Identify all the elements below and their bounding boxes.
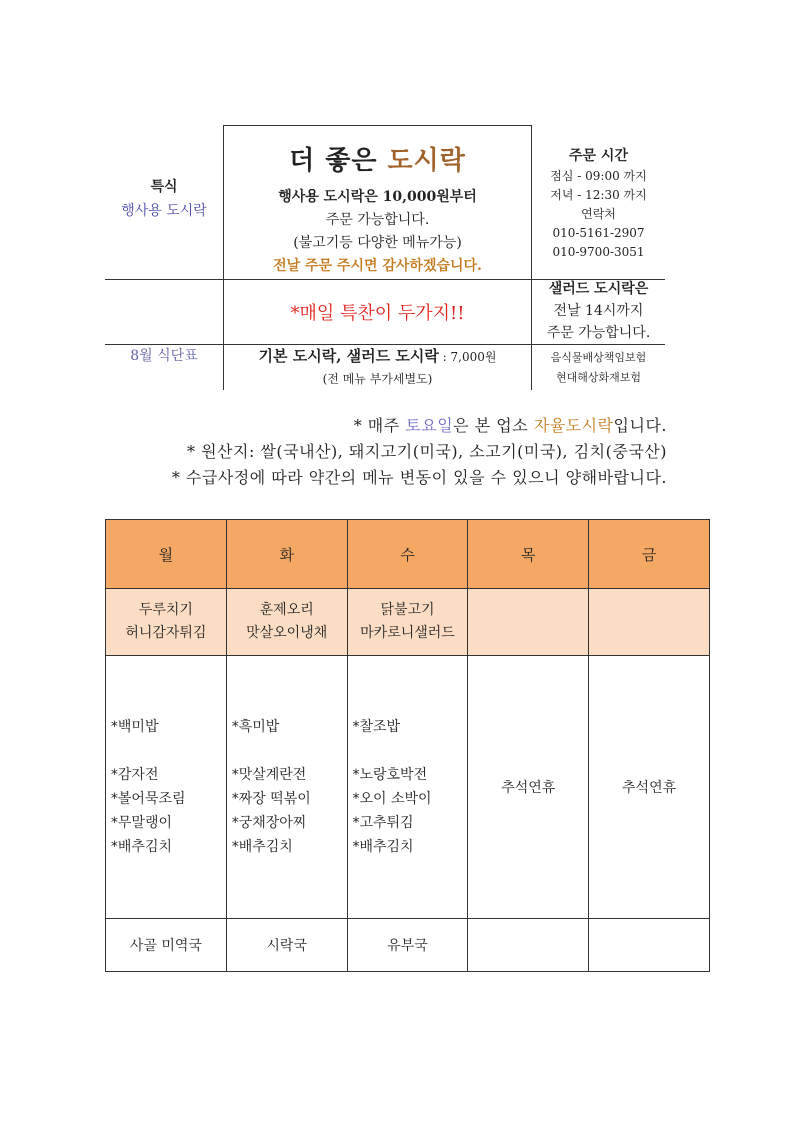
day-header-wed: 수 [347,520,468,589]
dish-item: *배추김치 [352,839,414,855]
event-info [224,186,531,278]
dish-item [352,739,462,763]
order-time-block [532,145,665,262]
event-line-1: 행사용 도시락은 10,000원부터 [278,189,477,205]
note-1-mid: 은 본 업소 [453,416,534,435]
dish-item: *백미밥 [110,719,159,735]
header-top-rule [224,125,532,126]
insurance-note [532,348,665,388]
note-1-saturday: 토요일 [405,416,454,435]
brand-main: 더 좋은 [289,146,378,176]
note-1-post: 입니다. [613,416,667,435]
salad-note [532,278,665,344]
phone-1: 010-5161-2907 [552,226,645,240]
order-time-dinner: 저녁 - 12:30 까지 [550,188,647,202]
salad-note-3: 주문 가능합니다. [546,325,651,341]
special-tue-1: 훈제오리 [259,602,314,618]
dishes-wed [347,656,468,919]
dish-item: *맛살계란전 [231,767,307,783]
special-mon-2: 허니감자튀김 [125,625,207,641]
table-row-soups [106,919,710,972]
price-line [224,345,531,368]
dish-item: *볼어묵조림 [110,791,186,807]
weekly-menu-table [105,519,710,972]
vat-note: (전 메뉴 부가세별도) [322,372,433,386]
thanks-line: 전날 주문 주시면 감사하겠습니다. [273,258,482,274]
holiday-fri: 추석연휴 [589,656,710,919]
month-label: 8월 식단표 [130,348,198,364]
special-wed [347,589,468,656]
brand-title [224,140,531,177]
special-fri [589,589,710,656]
insurance-line-1: 음식물배상책임보험 [550,351,647,364]
soup-fri [589,919,710,972]
note-saturday [172,413,667,439]
dish-item: *노랑호박전 [352,767,428,783]
dish-item: *감자전 [110,767,159,783]
soup-mon: 사골 미역국 [106,919,227,972]
dish-item: *배추김치 [231,839,293,855]
daily-special-note: *매일 특찬이 두가지!! [290,303,465,324]
event-line-2: 주문 가능합니다. [325,212,430,228]
salad-note-1: 샐러드 도시락은 [548,281,649,297]
order-time-title: 주문 시간 [569,148,628,164]
soup-wed: 유부국 [347,919,468,972]
day-header-fri: 금 [589,520,710,589]
table-row-dishes [106,656,710,919]
special-tue [226,589,347,656]
phone-2: 010-9700-3051 [552,245,645,259]
special-wed-1: 닭불고기 [380,602,435,618]
dish-item: *무말랭이 [110,815,172,831]
note-supply: * 수급사정에 따라 약간의 메뉴 변동이 있을 수 있으니 양해바랍니다. [171,468,667,487]
dish-item: *흑미밥 [231,719,280,735]
note-origin: * 원산지: 쌀(국내산), 돼지고기(미국), 소고기(미국), 김치(중국산) [186,442,667,461]
dish-item: *짜장 떡볶이 [231,791,311,807]
special-title: 특식 [150,179,178,195]
day-header-thu: 목 [468,520,589,589]
special-thu [468,589,589,656]
notes-block [172,413,667,491]
dishes-tue [226,656,347,919]
holiday-thu: 추석연휴 [468,656,589,919]
brand-accent: 도시락 [387,146,466,176]
day-header-mon: 월 [106,520,227,589]
special-label-block [105,176,223,224]
soup-tue: 시락국 [226,919,347,972]
event-line-3: (불고기등 다양한 메뉴가능) [293,235,462,251]
dish-item: *배추김치 [110,839,172,855]
special-subtitle: 행사용 도시락 [121,203,207,219]
price-label: 기본 도시락, 샐러드 도시락 [258,347,439,365]
soup-thu [468,919,589,972]
order-time-lunch: 점심 - 09:00 까지 [550,169,647,183]
dish-item [232,739,342,763]
special-tue-2: 맛살오이냉채 [246,625,328,641]
dish-item: *오이 소박이 [352,791,432,807]
brand-block [224,140,531,177]
note-1-pre: * 매주 [353,416,406,435]
special-wed-2: 마카로니샐러드 [360,625,455,641]
salad-note-2: 전날 14시까지 [553,303,644,319]
special-mon-1: 두루치기 [138,602,193,618]
special-mon [106,589,227,656]
table-row-days [106,520,710,589]
note-1-self-lunch: 자율도시락 [533,416,614,435]
dishes-mon [106,656,227,919]
table-row-specials [106,589,710,656]
insurance-line-2: 현대해상화재보험 [555,371,641,384]
dish-item: *궁채장아찌 [231,815,307,831]
price-value: : 7,000원 [438,350,497,364]
dish-item: *고추튀김 [352,815,414,831]
contact-label: 연락처 [581,207,616,221]
day-header-tue: 화 [226,520,347,589]
dish-item: *찰조밥 [352,719,401,735]
dish-item [111,739,221,763]
